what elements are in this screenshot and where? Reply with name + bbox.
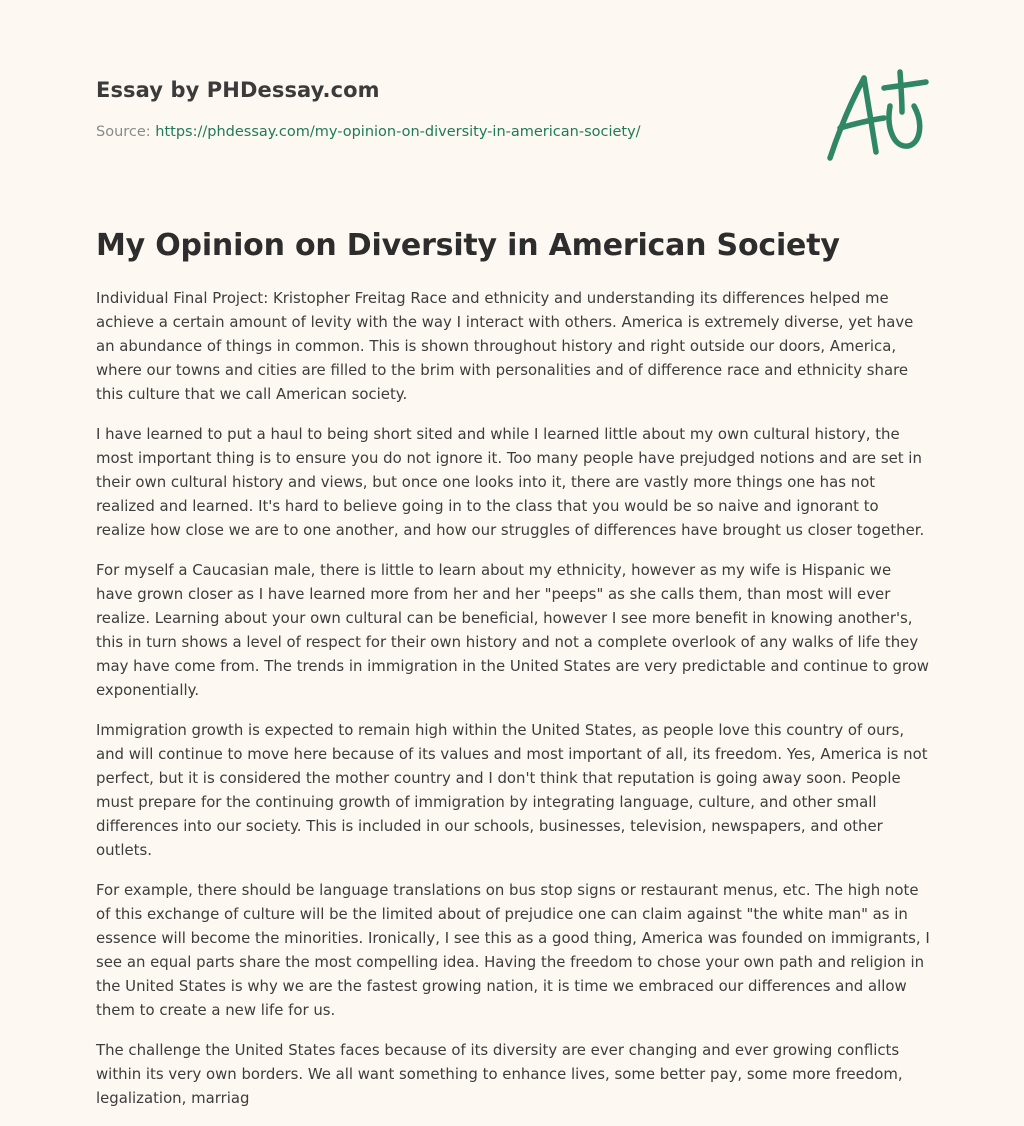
source-label: Source:: [96, 124, 151, 140]
essay-title: My Opinion on Diversity in American Society: [96, 228, 840, 263]
source-link[interactable]: https://phdessay.com/my-opinion-on-diversity-in-american-society/: [155, 124, 641, 140]
essay-paragraph: For myself a Caucasian male, there is little to learn about my ethnicity, however as my wife is Hispanic we have grown closer as I have learned more from her and her "peeps" as she calls them, than most will ever realize. Learning about your own cultural can be beneficial, however I see more benefit in knowing another's, this in turn shows a level of respect for their own history and not a complete overlook of any walks of life they may have come from. The trends in immigration in the United States are very predictable and continue to grow exponentially.: [96, 561, 929, 699]
a-plus-grade-icon: [818, 66, 930, 166]
essay-paragraph: I have learned to put a haul to being short sited and while I learned little about my own cultural history, the most important thing is to ensure you do not ignore it. Too many people have prejudged notions and are set in their own cultural history and views, but once one looks into it, there are vastly more things one has not realized and learned. It's hard to believe going in to the class that you would be so naive and ignorant to realize how close we are to one another, and how our struggles of differences have brought us closer together.: [96, 425, 925, 539]
essay-paragraph: Immigration growth is expected to remain high within the United States, as people love this country of ours, and will continue to move here because of its values and most important of all, its freedom. Yes, America is not perfect, but it is considered the mother country and I don't think that reputation is going away soon. People must prepare for the continuing growth of immigration by integrating language, culture, and other small differences into our society. This is included in our schools, businesses, television, newspapers, and other outlets.: [96, 721, 928, 859]
page-header: [96, 76, 796, 142]
site-brand: Essay by PHDessay.com: [96, 78, 380, 102]
essay-paragraph: Individual Final Project: Kristopher Freitag Race and ethnicity and understanding its differences helped me achieve a certain amount of levity with the way I interact with others. America is extremely diverse, yet have an abundance of things in common. This is shown throughout history and right outside our doors, America, where our towns and cities are filled to the brim with personalities and of difference race and ethnicity share this culture that we call American society.: [96, 289, 914, 403]
source-line: [96, 122, 796, 142]
essay-paragraph: The challenge the United States faces because of its diversity are ever changing and ever growing conflicts within its very own borders. We all want something to enhance lives, some better pay, some more freedom, legalization, marriag: [96, 1041, 903, 1107]
essay-body: [96, 286, 932, 1126]
essay-paragraph: For example, there should be language translations on bus stop signs or restaurant menus, etc. The high note of this exchange of culture will be the limited about of prejudice one can claim against "the white man" as in essence will become the minorities. Ironically, I see this as a good thing, America was founded on immigrants, I see an equal parts share the most compelling idea. Having the freedom to chose your own path and religion in the United States is why we are the fastest growing nation, it is time we embraced our differences and allow them to create a new life for us.: [96, 881, 930, 1019]
